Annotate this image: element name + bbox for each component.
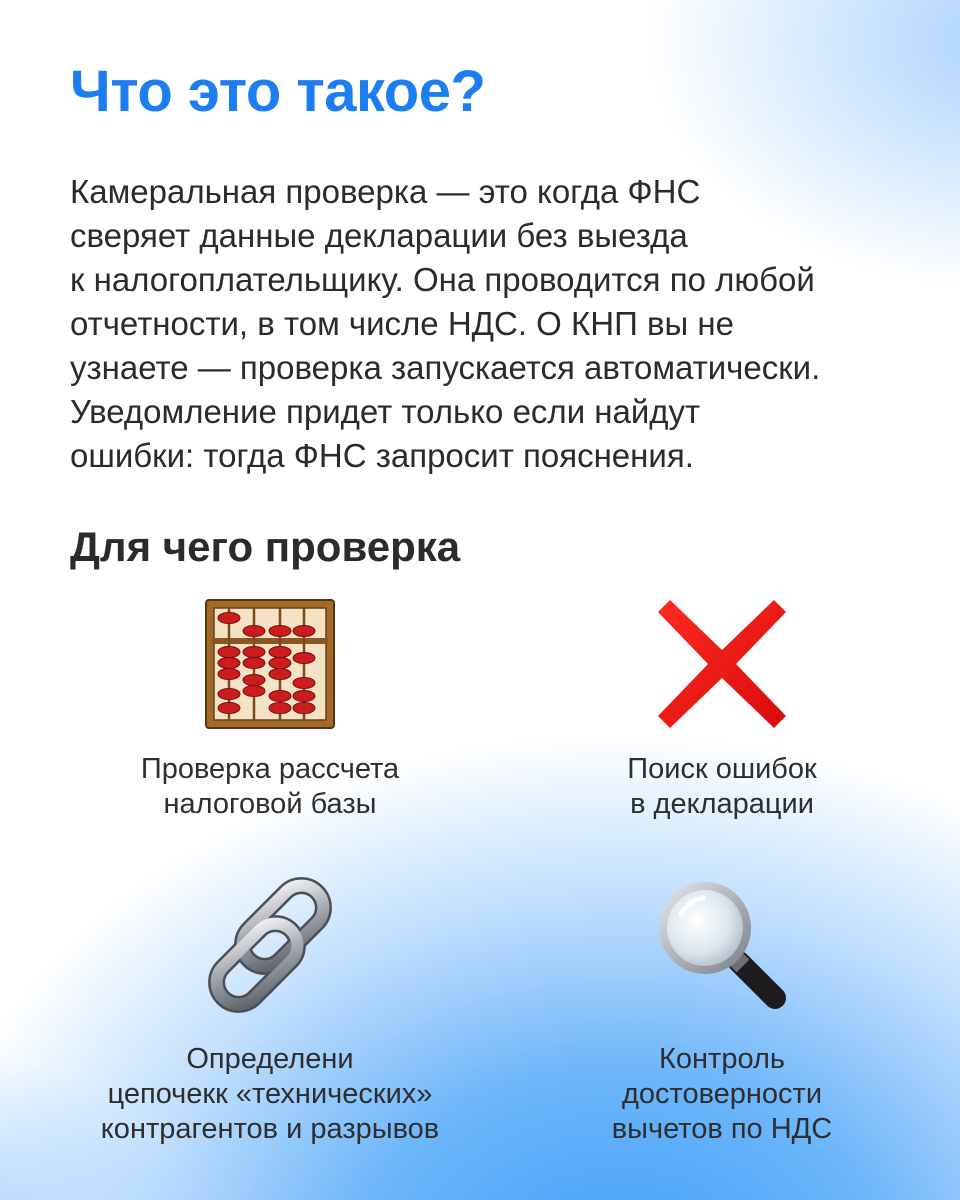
purpose-item-vat-control [522,870,922,1147]
cross-mark-icon [656,598,788,730]
intro-line: ошибки: тогда ФНС запросит пояснения. [70,437,694,474]
purpose-item-errors [522,598,922,822]
purpose-caption: Проверка рассчета налоговой базы [140,753,400,820]
purpose-item-chains [70,870,470,1147]
section-title: Для чего проверка [70,523,461,570]
intro-line: Камеральная проверка — это когда ФНС [70,173,701,210]
chain-link-icon [195,870,345,1020]
magnifying-glass-icon [647,870,797,1020]
intro-line: отчетности, в том числе НДС. О КНП вы не [70,305,734,342]
purpose-caption: Поиск ошибок в декларации [627,753,817,820]
intro-line: к налогоплательщику. Она проводится по любой [70,261,815,298]
purpose-caption: Контроль достоверности вычетов по НДС [611,1043,833,1145]
abacus-icon [204,598,336,730]
intro-line: сверяет данные декларации без выезда [70,217,688,254]
purpose-item-tax-base [70,598,470,822]
intro-line: Уведомление придет только если найдут [70,393,701,430]
purpose-caption: Определени цепочекк «технических» контрагентов и разрывов [100,1043,440,1145]
page-title: Что это такое? [70,59,486,124]
intro-line: узнаете — проверка запускается автоматически. [70,349,821,386]
intro-paragraph [70,170,910,478]
